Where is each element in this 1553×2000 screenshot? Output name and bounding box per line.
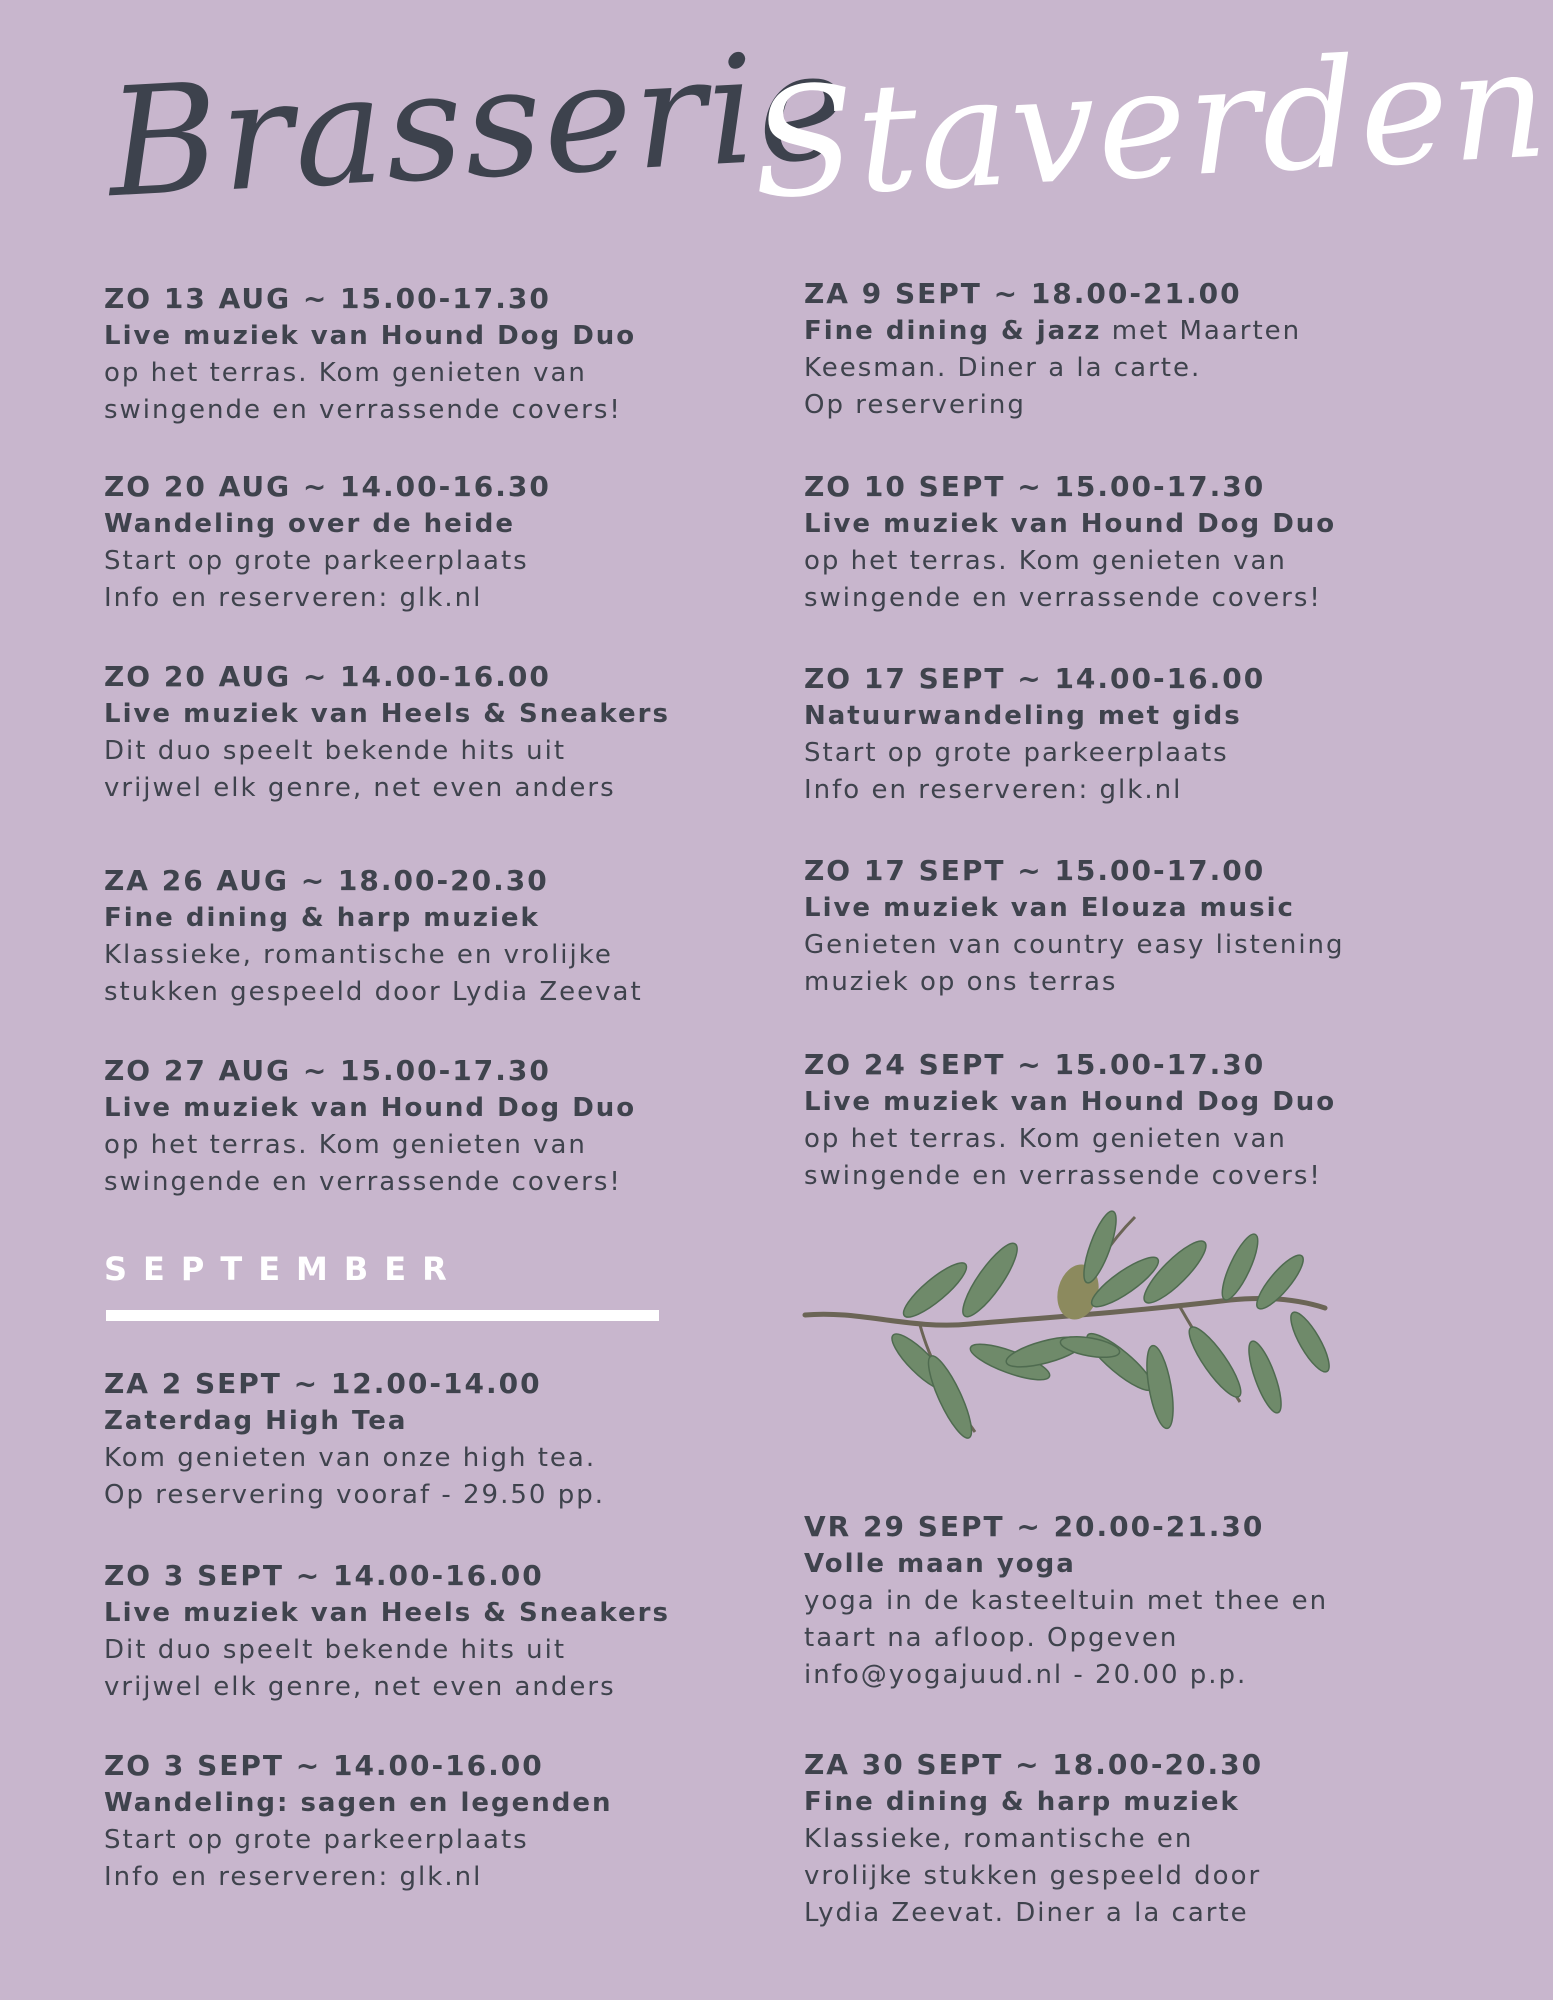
staverden-title: Staverden	[747, 17, 1553, 233]
event-title: Fine dining & harp muziek	[104, 903, 540, 933]
event-date: ZO 17 SEPT ~ 15.00-17.00	[804, 854, 1266, 887]
olive-branch-icon	[800, 1212, 1340, 1502]
event-date: ZO 20 AUG ~ 14.00-16.00	[104, 660, 551, 693]
event-item	[804, 660, 1444, 809]
event-item	[804, 468, 1444, 617]
event-description-line: op het terras. Kom genieten van	[804, 546, 1287, 576]
event-title: Live muziek van Hound Dog Duo	[104, 1093, 637, 1123]
event-description-line: vrijwel elk genre, net even anders	[104, 1672, 616, 1702]
event-description-line: swingende en verrassende covers!	[804, 1161, 1322, 1191]
event-description-line: Start op grote parkeerplaats	[104, 546, 529, 576]
event-item	[804, 852, 1444, 1001]
event-title: Live muziek van Hound Dog Duo	[104, 321, 637, 351]
event-title: Live muziek van Heels & Sneakers	[104, 699, 670, 729]
event-title: Wandeling over de heide	[104, 509, 515, 539]
event-description-line: Genieten van country easy listening	[804, 930, 1345, 960]
event-description-line: Dit duo speelt bekende hits uit	[104, 1635, 567, 1665]
event-item	[104, 658, 744, 807]
event-description-line: Lydia Zeevat. Diner a la carte	[804, 1898, 1249, 1928]
event-description-line: Kom genieten van onze high tea.	[104, 1443, 597, 1473]
event-date: ZO 3 SEPT ~ 14.00-16.00	[104, 1749, 544, 1782]
event-date: ZA 26 AUG ~ 18.00-20.30	[104, 864, 549, 897]
event-title: Live muziek van Hound Dog Duo	[804, 509, 1337, 539]
event-description-line: info@yogajuud.nl - 20.00 p.p.	[804, 1660, 1248, 1690]
event-description-line: yoga in de kasteeltuin met thee en	[804, 1586, 1329, 1616]
event-item	[104, 468, 744, 617]
event-description-line: Info en reserveren: glk.nl	[104, 1862, 483, 1892]
event-item	[804, 1046, 1444, 1195]
event-description-line: Start op grote parkeerplaats	[804, 738, 1229, 768]
event-item	[104, 1747, 744, 1896]
event-date: ZO 3 SEPT ~ 14.00-16.00	[104, 1559, 544, 1592]
event-description-line: taart na afloop. Opgeven	[804, 1623, 1179, 1653]
event-item	[104, 862, 744, 1011]
event-title: Volle maan yoga	[804, 1549, 1076, 1579]
event-title: Live muziek van Elouza music	[804, 893, 1295, 923]
event-title: Live muziek van Hound Dog Duo	[804, 1087, 1337, 1117]
event-item	[804, 275, 1444, 424]
event-description-line: op het terras. Kom genieten van	[104, 358, 587, 388]
event-description-line: Info en reserveren: glk.nl	[804, 775, 1183, 805]
event-description-line: swingende en verrassende covers!	[804, 583, 1322, 613]
event-description-line: swingende en verrassende covers!	[104, 1167, 622, 1197]
event-description-line: op het terras. Kom genieten van	[804, 1124, 1287, 1154]
event-item	[804, 1746, 1444, 1932]
event-description-line: muziek op ons terras	[804, 967, 1118, 997]
event-description-line: Start op grote parkeerplaats	[104, 1825, 529, 1855]
event-date: ZO 13 AUG ~ 15.00-17.30	[104, 282, 551, 315]
event-date: ZA 9 SEPT ~ 18.00-21.00	[804, 277, 1242, 310]
event-item	[104, 280, 744, 429]
september-divider	[106, 1310, 659, 1321]
event-description-line: vrolijke stukken gespeeld door	[804, 1861, 1262, 1891]
event-title: Wandeling: sagen en legenden	[104, 1788, 613, 1818]
event-date: ZA 2 SEPT ~ 12.00-14.00	[104, 1367, 542, 1400]
event-item	[104, 1052, 744, 1201]
event-title: Fine dining & harp muziek	[804, 1787, 1240, 1817]
brasserie-title: Brasserie	[103, 18, 853, 232]
event-title: Fine dining & jazz	[804, 316, 1102, 346]
event-date: ZO 20 AUG ~ 14.00-16.30	[104, 470, 551, 503]
event-description-line: Klassieke, romantische en	[804, 1824, 1194, 1854]
event-description-line: stukken gespeeld door Lydia Zeevat	[104, 977, 643, 1007]
event-title: Live muziek van Heels & Sneakers	[104, 1598, 670, 1628]
event-title-rest: met Maarten	[1101, 316, 1302, 346]
event-description-line: Keesman. Diner a la carte.	[804, 353, 1202, 383]
september-heading: SEPTEMBER	[104, 1250, 463, 1288]
event-description-line: Op reservering vooraf - 29.50 pp.	[104, 1480, 605, 1510]
event-description-line: Klassieke, romantische en vrolijke	[104, 940, 613, 970]
event-item	[104, 1557, 744, 1706]
event-title: Natuurwandeling met gids	[804, 701, 1242, 731]
event-date: VR 29 SEPT ~ 20.00-21.30	[804, 1510, 1265, 1543]
event-date: ZA 30 SEPT ~ 18.00-20.30	[804, 1748, 1264, 1781]
event-description-line: Info en reserveren: glk.nl	[104, 583, 483, 613]
event-item	[804, 1508, 1444, 1694]
event-date: ZO 27 AUG ~ 15.00-17.30	[104, 1054, 551, 1087]
event-title: Zaterdag High Tea	[104, 1406, 408, 1436]
event-description-line: op het terras. Kom genieten van	[104, 1130, 587, 1160]
event-date: ZO 10 SEPT ~ 15.00-17.30	[804, 470, 1266, 503]
event-description-line: Op reservering	[804, 390, 1026, 420]
event-item	[104, 1365, 744, 1514]
event-description-line: vrijwel elk genre, net even anders	[104, 773, 616, 803]
event-description-line: swingende en verrassende covers!	[104, 395, 622, 425]
event-date: ZO 24 SEPT ~ 15.00-17.30	[804, 1048, 1266, 1081]
event-date: ZO 17 SEPT ~ 14.00-16.00	[804, 662, 1266, 695]
event-description-line: Dit duo speelt bekende hits uit	[104, 736, 567, 766]
